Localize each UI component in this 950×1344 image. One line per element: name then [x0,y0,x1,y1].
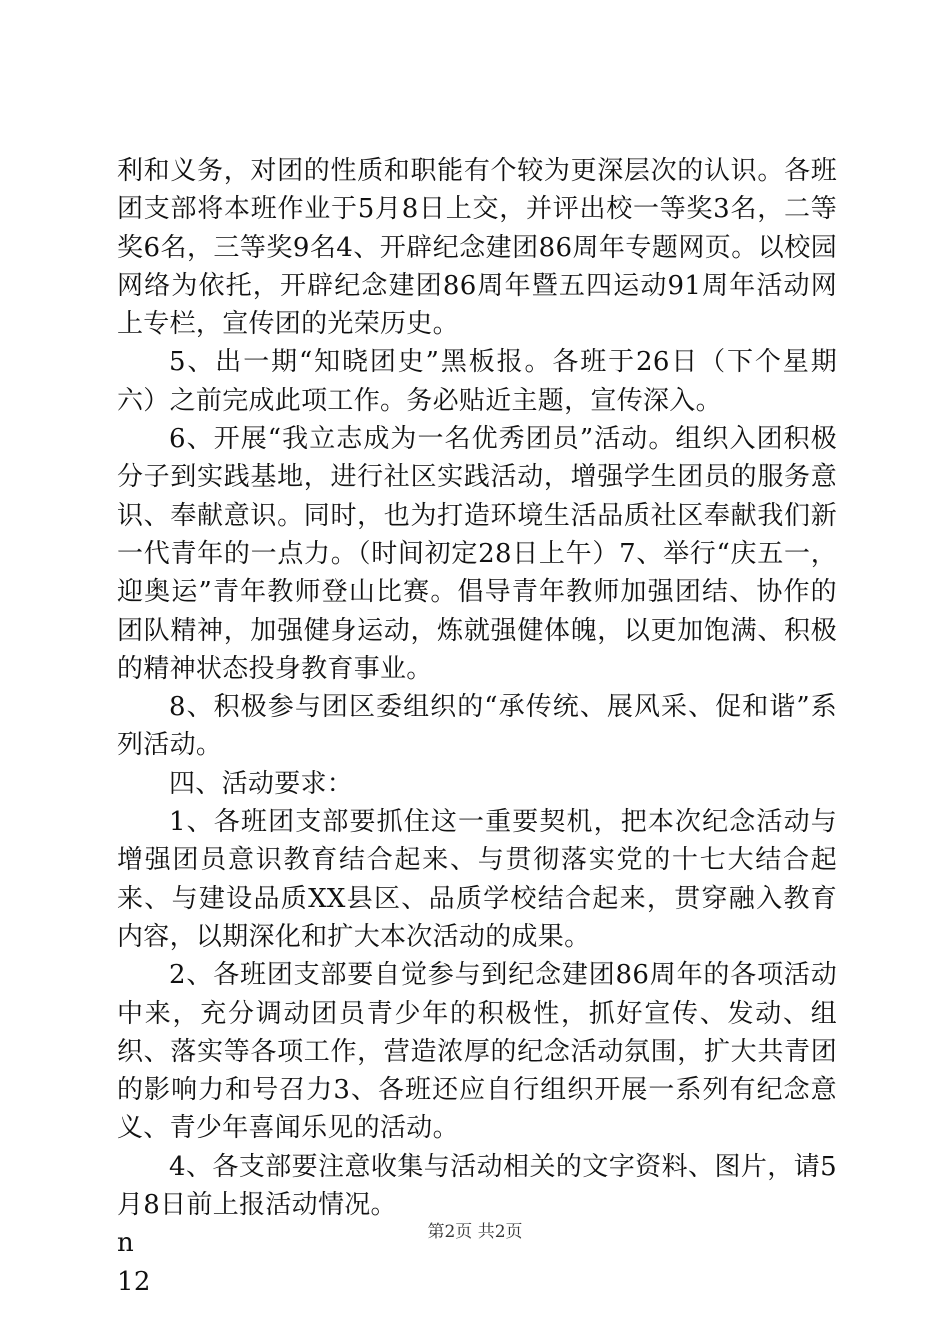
document-body [117,152,837,1301]
stray-text-n: n [117,1228,135,1259]
paragraph-item-8: 8、积极参与团区委组织的“承传统、展风采、促和谐”系列活动。 [117,692,837,761]
paragraph-item-6: 6、开展“我立志成为一名优秀团员”活动。组织入团积极分子到实践基地，进行社区实践活动，增强学生团员的服务意识、奉献意识。同时，也为打造环境生活品质社区奉献我们新一代青年的一点力。（时间初定28日上午）7、举行“庆五一，迎奥运”青年教师登山比赛。倡导青年教师加强团结、协作的团队精神，加强健身运动，炼就强健体魄，以更加饱满、积极的精神状态投身教育事业。 [117,424,837,684]
paragraph-item-5: 5、出一期“知晓团史”黑板报。各班于26日（下个星期六）之前完成此项工作。务必贴近主题，宣传深入。 [117,347,837,416]
paragraph-requirement-4: 4、各支部要注意收集与活动相关的文字资料、图片，请5月8日前上报活动情况。 [117,1151,837,1221]
section-heading-requirements: 四、活动要求： [169,768,354,799]
paragraph-requirement-2: 2、各班团支部要自觉参与到纪念建团86周年的各项活动中来，充分调动团员青少年的积极性，抓好宣传、发动、组织、落实等各项工作，营造浓厚的纪念活动氛围，扩大共青团的影响力和号召力3、各班还应自行组织开展一系列有纪念意义、青少年喜闻乐见的活动。 [117,960,837,1144]
stray-text-12: 12 [117,1266,151,1297]
page-number-footer: 第2页 共2页 [427,1222,523,1242]
paragraph-continuation: 利和义务，对团的性质和职能有个较为更深层次的认识。各班团支部将本班作业于5月8日上交，并评出校一等奖3名，二等奖6名，三等奖9名4、开辟纪念建团86周年专题网页。以校园网络为依托，开辟纪念建团86周年暨五四运动91周年活动网上专栏，宣传团的光荣历史。 [117,156,837,340]
paragraph-requirement-1: 1、各班团支部要抓住这一重要契机，把本次纪念活动与增强团员意识教育结合起来、与贯彻落实党的十七大结合起来、与建设品质XX县区、品质学校结合起来，贯穿融入教育内容，以期深化和扩大本次活动的成果。 [117,807,837,952]
